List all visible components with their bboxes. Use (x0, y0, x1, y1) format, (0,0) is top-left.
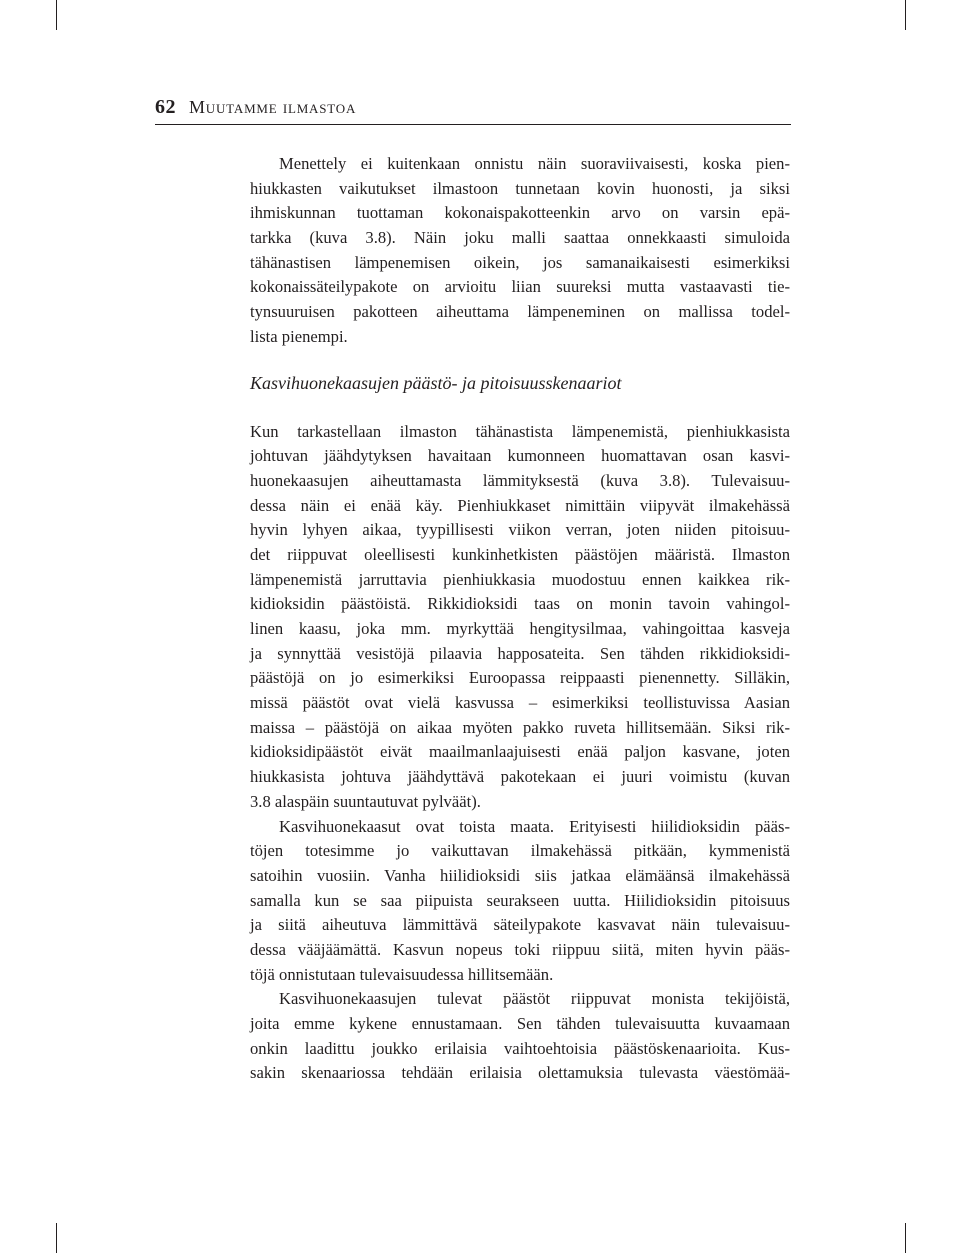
text-line: dessa näin ei enää käy. Pienhiukkaset nimittäin viipyvät ilmakehässä (250, 495, 790, 515)
crop-mark (56, 1223, 57, 1253)
text-line: lista pienempi. (250, 326, 348, 346)
text-line: lämpenemistä jarruttavia pienhiukkasia muodostuu ennen kaikkea rik- (250, 569, 790, 589)
text-line: hyvin lyhyen aikaa, tyypillisesti viikon verran, joten niiden pitoisuu- (250, 520, 790, 540)
crop-mark (905, 0, 906, 30)
running-head: Muutamme ilmastoa (189, 97, 357, 117)
text-line: kokonaissäteilypakote on arvioitu liian suureksi mutta vastaavasti tie- (250, 277, 790, 297)
text-line: hiukkasten vaikutukset ilmastoon tunnetaan kovin huonosti, ja siksi (250, 178, 790, 198)
text-line: linen kaasu, joka mm. myrkyttää hengitysilmaa, vahingoittaa kasveja (250, 619, 790, 638)
text-line: kidioksidin päästöistä. Rikkidioksidi taas on monin tavoin vahingol- (250, 594, 790, 614)
text-line: johtuvan jäähdytyksen havaitaan kumonneen huomattavan osan kasvi- (250, 446, 790, 466)
crop-mark (56, 0, 57, 30)
text-line: 3.8 alaspäin suuntautuvat pylväät). (250, 791, 481, 811)
text-line: det riippuvat oleellisesti kunkinhetkisten päästöjen määristä. Ilmaston (250, 544, 790, 564)
text-line: hiukkasista johtuva jäähdyttävä pakotekaan ei juuri voimistu (kuvan (250, 767, 790, 787)
paragraph-3 (250, 815, 790, 988)
text-line: onkin laadittu joukko erilaisia vaihtoehtoisia päästöskenaarioita. Kus- (250, 1038, 790, 1058)
text-line: samalla kun se saa piipuista seurakseen uutta. Hiilidioksidin pitoisuus (250, 890, 790, 910)
text-line: huonekaasujen aiheuttamasta lämmityksestä (kuva 3.8). Tulevaisuu- (250, 470, 790, 490)
crop-mark (905, 1223, 906, 1253)
page-number: 62 (155, 96, 176, 118)
text-line: satoihin vuosiin. Vanha hiilidioksidi siis jatkaa elämäänsä ilmakehässä (250, 865, 790, 885)
text-line: Kasvihuonekaasut ovat toista maata. Erityisesti hiilidioksidin pääs- (279, 816, 790, 836)
text-line: tähänastisen lämpenemisen oikein, jos samanaikaisesti esimerkiksi (250, 252, 790, 272)
text-line: sakin skenaariossa tehdään erilaisia olettamuksia tulevasta väestömää- (250, 1063, 790, 1083)
text-line: Kasvihuonekaasujen tulevat päästöt riippuvat monista tekijöistä, (279, 989, 790, 1009)
page-header (155, 96, 791, 125)
body-text (250, 152, 790, 1086)
text-line: tarkka (kuva 3.8). Näin joku malli saattaa onnekkaasti simuloida (250, 228, 790, 248)
text-line: tynsuuruisen pakotteen aiheuttama lämpeneminen on mallissa todel- (250, 302, 790, 322)
text-line: ja synnyttää vesistöjä pilaavia happosateita. Sen tähden rikkidioksidi- (250, 643, 790, 663)
text-line: ja siitä aiheutuva lämmittävä säteilypakote kasvavat näin tulevaisuu- (250, 915, 790, 935)
text-line: päästöjä on jo esimerkiksi Euroopassa reippaasti pienennetty. Silläkin, (250, 668, 790, 688)
text-line: ihmiskunnan tuottaman kokonaispakotteenkin arvo on varsin epä- (250, 203, 790, 223)
text-line: kidioksidipäästöt eivät maailmanlaajuisesti enää paljon kasvane, joten (250, 742, 790, 762)
paragraph-4 (250, 987, 790, 1086)
section-heading: Kasvihuonekaasujen päästö- ja pitoisuusskenaariot (250, 372, 622, 393)
text-line: Kun tarkastellaan ilmaston tähänastista lämpenemistä, pienhiukkasista (250, 421, 790, 441)
text-line: dessa vääjäämättä. Kasvun nopeus toki riippuu siitä, miten hyvin pääs- (250, 939, 790, 959)
text-line: Menettely ei kuitenkaan onnistu näin suoraviivaisesti, koska pien- (279, 154, 790, 173)
text-line: joita emme kykene ennustamaan. Sen tähden tulevaisuutta kuvaamaan (250, 1014, 790, 1033)
text-line: töjä onnistutaan tulevaisuudessa hillitsemään. (250, 964, 554, 984)
paragraph-2 (250, 420, 790, 815)
text-line: maissa – päästöjä on aikaa myöten pakko ruveta hillitsemään. Siksi rik- (250, 717, 790, 737)
text-line: töjen totesimme jo vaikuttavan ilmakehässä pitkään, kymmenistä (250, 841, 790, 861)
text-line: missä päästöt ovat vielä kasvussa – esimerkiksi teollistuvissa Aasian (250, 693, 790, 713)
paragraph-1 (250, 152, 790, 350)
